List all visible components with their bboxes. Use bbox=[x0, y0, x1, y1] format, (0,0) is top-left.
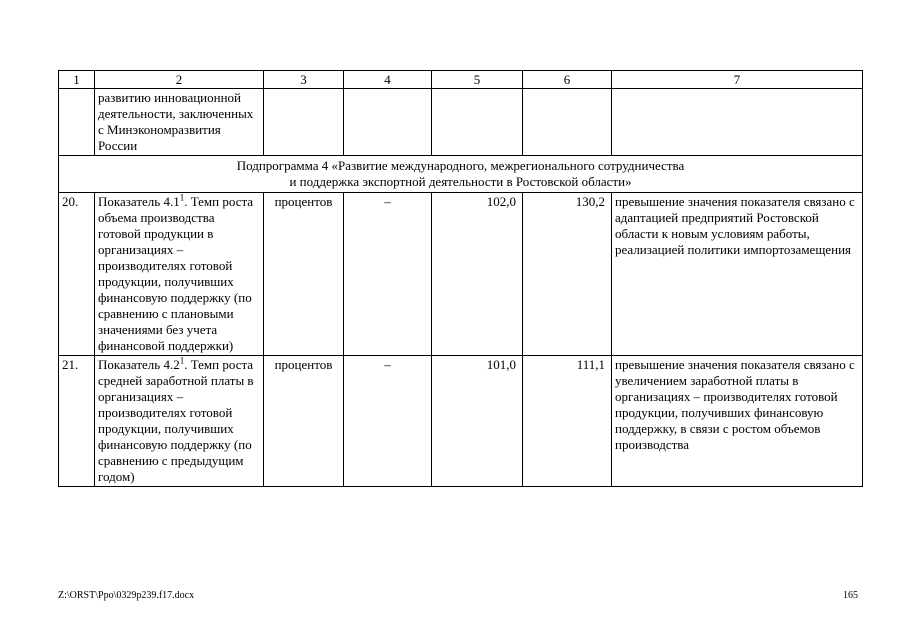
subprogram-heading bbox=[59, 156, 863, 193]
subprogram-heading-line2: и поддержка экспортной деятельности в Ростовской области» bbox=[289, 174, 632, 189]
indicator-text: . Темп роста средней заработной платы в организациях – производителях готовой продукции, получивших финансовую поддержку (по сравнению с предыдущим годом) bbox=[98, 357, 254, 484]
column-header: 3 bbox=[264, 71, 344, 89]
indicator-footnote: 1 bbox=[179, 355, 185, 366]
plan-value-cell: 102,0 bbox=[432, 193, 523, 356]
indicator-name bbox=[95, 193, 264, 356]
footer-file-path: Z:\ORST\Ppo\0329p239.f17.docx bbox=[58, 590, 195, 601]
table-row bbox=[59, 193, 863, 356]
column-header: 6 bbox=[523, 71, 612, 89]
subprogram-heading-line1: Подпрограмма 4 «Развитие международного, межрегионального сотрудничества bbox=[236, 158, 685, 173]
indicator-prefix: Показатель 4.2 bbox=[98, 357, 180, 372]
note-cell: превышение значения показателя связано с адаптацией предприятий Ростовской области к новым условиям работы, реализацией политики импортозамещения bbox=[612, 193, 863, 356]
column-header: 5 bbox=[432, 71, 523, 89]
note-cell bbox=[612, 89, 863, 156]
continuation-row bbox=[59, 89, 863, 156]
unit-cell bbox=[264, 89, 344, 156]
plan-value-cell: 101,0 bbox=[432, 356, 523, 487]
indicator-footnote: 1 bbox=[179, 192, 185, 203]
indicator-prefix: Показатель 4.1 bbox=[98, 194, 180, 209]
base-value-cell bbox=[344, 89, 432, 156]
column-header: 2 bbox=[95, 71, 264, 89]
indicator-name bbox=[95, 356, 264, 487]
row-number: 21. bbox=[59, 356, 95, 487]
column-header: 4 bbox=[344, 71, 432, 89]
table-row bbox=[59, 356, 863, 487]
row-number bbox=[59, 89, 95, 156]
column-header: 7 bbox=[612, 71, 863, 89]
unit-cell: процентов bbox=[264, 193, 344, 356]
row-number: 20. bbox=[59, 193, 95, 356]
note-cell: превышение значения показателя связано с увеличением заработной платы в организациях – производителях готовой продукции, получивших финансовую поддержку, в связи с ростом объемов производства bbox=[612, 356, 863, 487]
base-value-cell: – bbox=[344, 193, 432, 356]
base-value-cell: – bbox=[344, 356, 432, 487]
page-number: 165 bbox=[843, 590, 858, 601]
indicator-name: развитию инновационной деятельности, заключенных с Минэкономразвития России bbox=[95, 89, 264, 156]
section-row bbox=[59, 156, 863, 193]
unit-cell: процентов bbox=[264, 356, 344, 487]
fact-value-cell: 130,2 bbox=[523, 193, 612, 356]
indicator-text: . Темп роста объема производства готовой продукции в организациях – производителях готовой продукции, получивших финансовую поддержку (по сравнению с плановыми значениями без учета финансовой поддержки) bbox=[98, 194, 254, 353]
fact-value-cell bbox=[523, 89, 612, 156]
column-number-row bbox=[59, 71, 863, 89]
column-header: 1 bbox=[59, 71, 95, 89]
plan-value-cell bbox=[432, 89, 523, 156]
report-table bbox=[58, 70, 863, 487]
fact-value-cell: 111,1 bbox=[523, 356, 612, 487]
